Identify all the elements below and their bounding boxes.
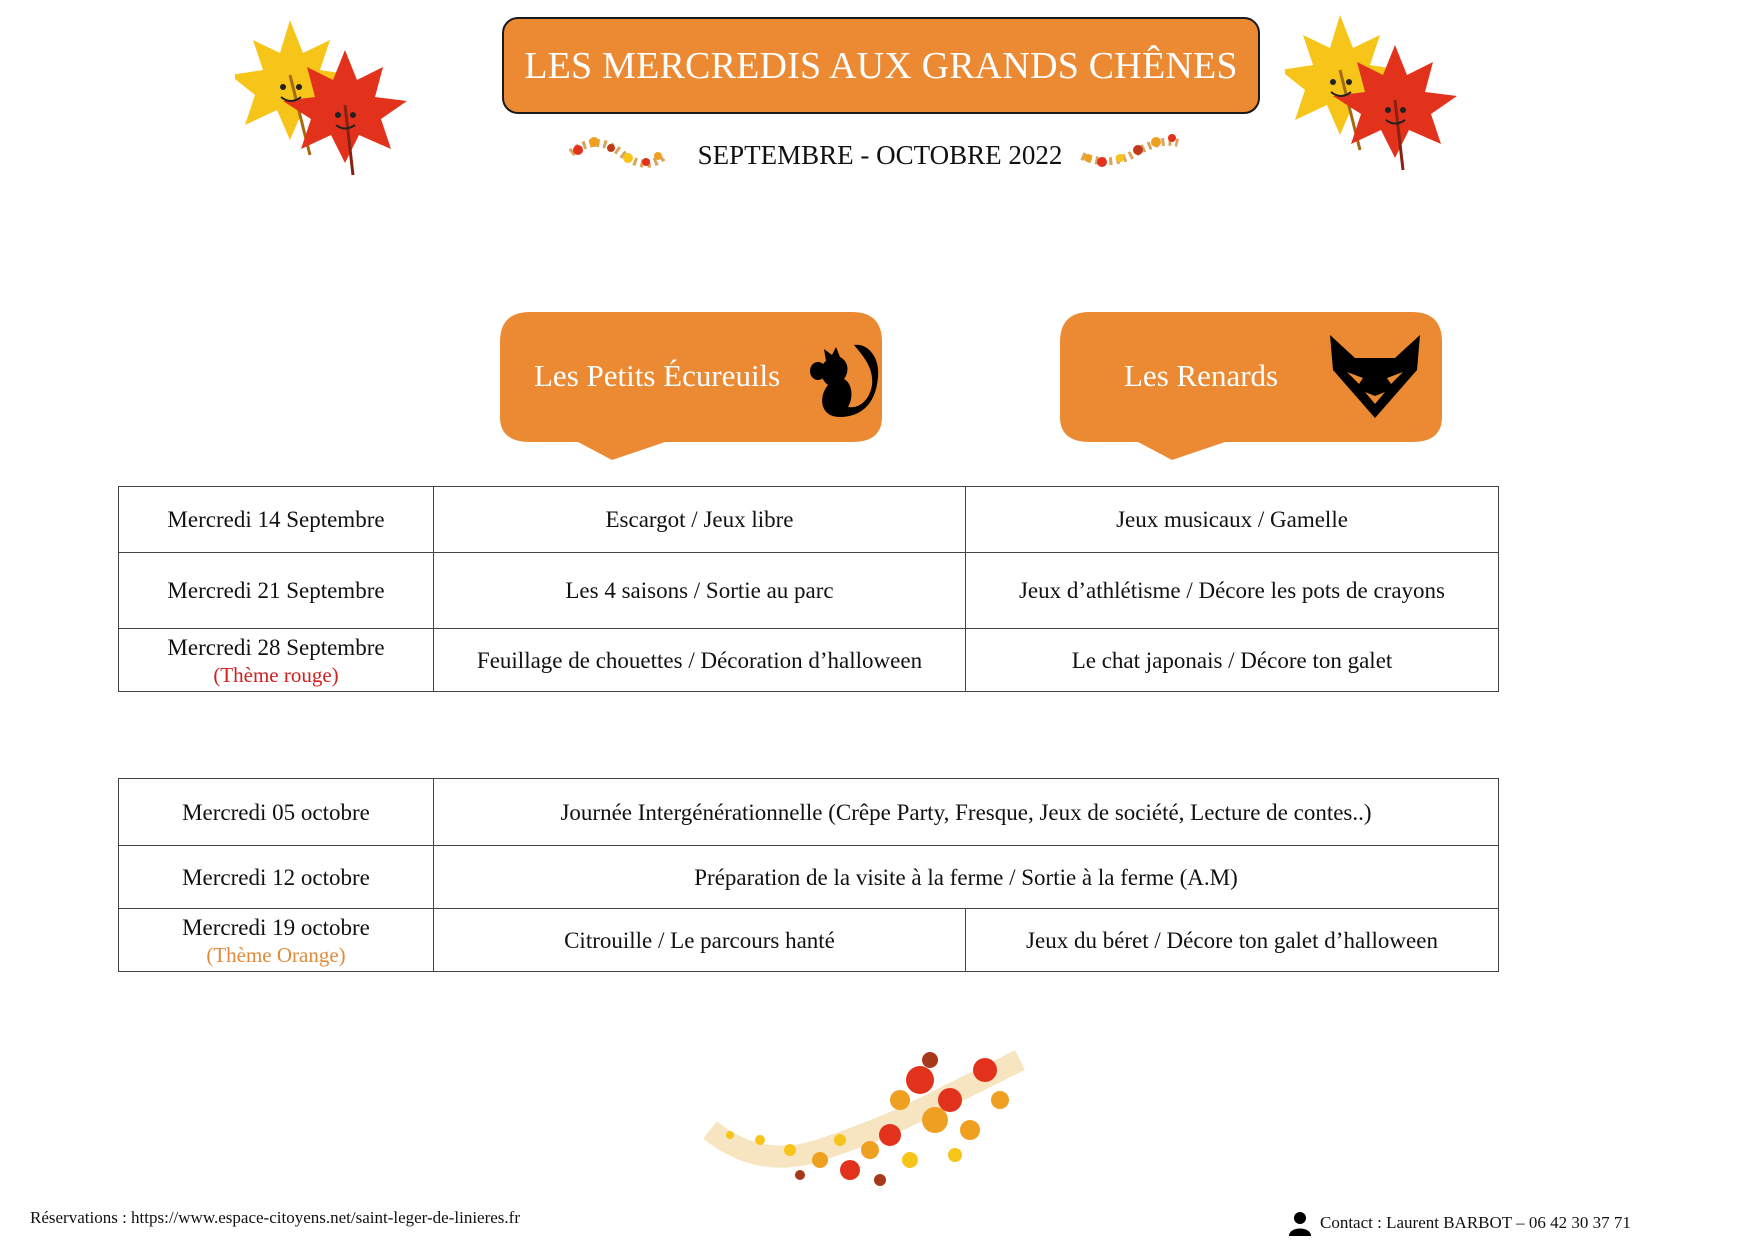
table-row bbox=[119, 909, 1499, 972]
autumn-leaves-icon bbox=[1285, 10, 1475, 175]
page-subtitle: SEPTEMBRE - OCTOBRE 2022 bbox=[697, 140, 1063, 170]
date-cell: Mercredi 14 Septembre bbox=[119, 487, 434, 553]
activity-cell-combined: Journée Intergénérationnelle (Crêpe Party, Fresque, Jeux de société, Lecture de contes..) bbox=[434, 779, 1499, 846]
reservations-text: Réservations : https://www.espace-citoyens.net/saint-leger-de-linieres.fr bbox=[30, 1208, 520, 1227]
theme-note-red: (Thème rouge) bbox=[213, 662, 339, 687]
activity-cell-squirrels: Feuillage de chouettes / Décoration d’halloween bbox=[434, 629, 966, 692]
table-row bbox=[119, 487, 1499, 553]
autumn-leaf-swirl-icon bbox=[700, 1040, 1030, 1210]
activity-cell-combined: Préparation de la visite à la ferme / Sortie à la ferme (A.M) bbox=[434, 846, 1499, 909]
september-schedule-table bbox=[118, 486, 1499, 692]
date-cell: Mercredi 05 octobre bbox=[119, 779, 434, 846]
date-text: Mercredi 19 octobre bbox=[182, 914, 370, 940]
contact-text: Contact : Laurent BARBOT – 06 42 30 37 71 bbox=[1320, 1213, 1631, 1232]
leaf-garland-icon bbox=[1080, 128, 1180, 178]
group-label-squirrels: Les Petits Écureuils bbox=[534, 358, 781, 393]
contact-block bbox=[1288, 1210, 1631, 1236]
page-title: LES MERCREDIS AUX GRANDS CHÊNES bbox=[524, 44, 1238, 87]
date-cell bbox=[119, 629, 434, 692]
date-cell: Mercredi 12 octobre bbox=[119, 846, 434, 909]
table-row bbox=[119, 846, 1499, 909]
group-bubble-squirrels bbox=[500, 312, 882, 442]
user-icon bbox=[1288, 1210, 1312, 1236]
activity-cell-foxes: Le chat japonais / Décore ton galet bbox=[966, 629, 1499, 692]
activity-text: Jeux d’athlétisme / Décore les pots de crayons bbox=[1018, 578, 1445, 603]
table-row bbox=[119, 779, 1499, 846]
activity-cell-squirrels: Citrouille / Le parcours hanté bbox=[434, 909, 966, 972]
activity-cell-foxes bbox=[966, 553, 1499, 629]
autumn-leaves-icon bbox=[235, 15, 425, 180]
fox-icon bbox=[1325, 330, 1425, 420]
table-row bbox=[119, 629, 1499, 692]
october-schedule-table bbox=[118, 778, 1499, 972]
activity-cell-foxes: Jeux du béret / Décore ton galet d’halloween bbox=[966, 909, 1499, 972]
activity-cell-squirrels: Escargot / Jeux libre bbox=[434, 487, 966, 553]
theme-note-orange: (Thème Orange) bbox=[206, 942, 346, 967]
date-cell bbox=[119, 909, 434, 972]
date-cell: Mercredi 21 Septembre bbox=[119, 553, 434, 629]
group-label-foxes: Les Renards bbox=[1124, 358, 1279, 393]
squirrel-icon bbox=[800, 327, 880, 427]
activity-cell-foxes: Jeux musicaux / Gamelle bbox=[966, 487, 1499, 553]
activity-cell-squirrels: Les 4 saisons / Sortie au parc bbox=[434, 553, 966, 629]
table-row bbox=[119, 553, 1499, 629]
group-bubble-foxes bbox=[1060, 312, 1442, 442]
title-banner bbox=[502, 17, 1260, 114]
date-text: Mercredi 28 Septembre bbox=[167, 634, 385, 660]
